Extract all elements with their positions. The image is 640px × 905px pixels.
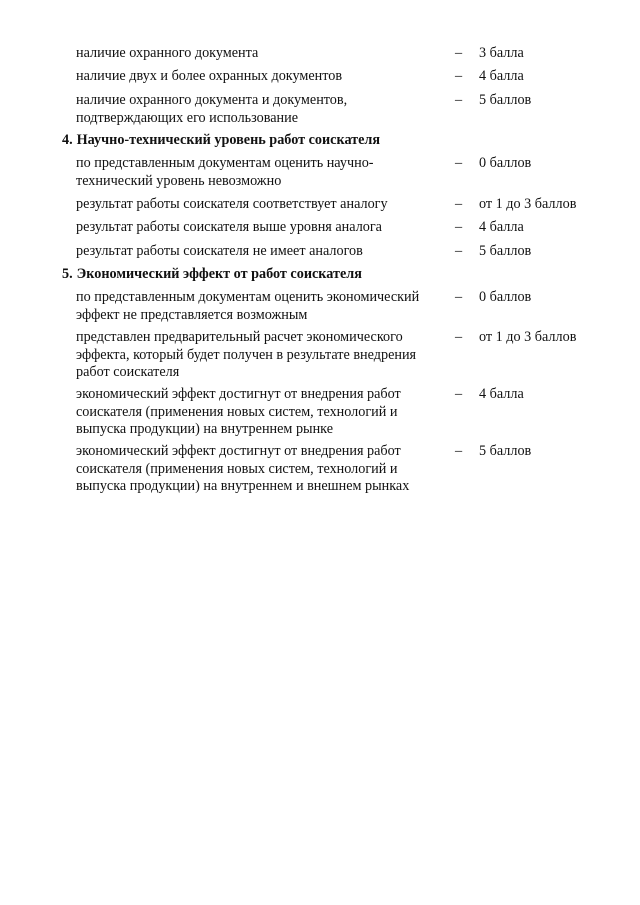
score-value: от 1 до 3 баллов: [479, 196, 577, 212]
criteria-text-line: работ соискателя: [76, 364, 180, 380]
criteria-text-line: результат работы соискателя соответствует аналогу: [76, 196, 388, 212]
criteria-text-line: наличие охранного документа и документов,: [76, 92, 348, 108]
criteria-text-line: технический уровень невозможно: [76, 172, 282, 189]
score-value: 4 балла: [479, 219, 524, 235]
criteria-text-line: эффект не представляется возможным: [76, 306, 308, 323]
dash-separator: –: [455, 443, 463, 459]
section-title: Научно-технический уровень работ соискателя: [76, 132, 381, 148]
criteria-text: [76, 329, 451, 382]
dash-separator: –: [455, 68, 463, 84]
criteria-text: [76, 68, 451, 86]
criteria-text-line: результат работы соискателя не имеет аналогов: [76, 243, 363, 259]
criteria-text-line: экономический эффект достигнут от внедрения работ: [76, 443, 401, 459]
dash-separator: –: [455, 45, 463, 61]
score-value: от 1 до 3 баллов: [479, 329, 577, 345]
criteria-text-line: выпуска продукции) на внутреннем рынке: [76, 421, 334, 437]
criteria-text-line: соискателя (применения новых систем, технологий и: [76, 460, 398, 477]
criteria-text-line: эффекта, который будет получен в результате внедрения: [76, 346, 417, 363]
section-number: 4.: [62, 132, 73, 148]
criteria-text-line: подтверждающих его использование: [76, 109, 299, 126]
section-heading: [62, 132, 380, 150]
criteria-text: [76, 443, 451, 496]
criteria-text: [76, 196, 451, 214]
dash-separator: –: [455, 155, 463, 171]
criteria-text-line: представлен предварительный расчет экономического: [76, 329, 403, 345]
score-value: 5 баллов: [479, 243, 532, 259]
criteria-text: [76, 45, 451, 63]
score-value: 5 баллов: [479, 92, 532, 108]
section-heading: [62, 266, 362, 284]
criteria-text-line: выпуска продукции) на внутреннем и внешнем рынках: [76, 478, 410, 494]
dash-separator: –: [455, 329, 463, 345]
criteria-text-line: по представленным документам оценить научно-: [76, 155, 374, 171]
criteria-text-line: по представленным документам оценить экономический: [76, 289, 420, 305]
dash-separator: –: [455, 243, 463, 259]
criteria-text: [76, 219, 451, 237]
criteria-text: [76, 155, 451, 190]
criteria-text: [76, 243, 451, 261]
dash-separator: –: [455, 196, 463, 212]
section-title: Экономический эффект от работ соискателя: [76, 266, 362, 282]
score-value: 4 балла: [479, 386, 524, 402]
criteria-text-line: соискателя (применения новых систем, технологий и: [76, 403, 398, 420]
dash-separator: –: [455, 289, 463, 305]
score-value: 0 баллов: [479, 155, 532, 171]
score-value: 3 балла: [479, 45, 524, 61]
score-value: 5 баллов: [479, 443, 532, 459]
score-value: 0 баллов: [479, 289, 532, 305]
criteria-text: [76, 92, 451, 127]
dash-separator: –: [455, 386, 463, 402]
criteria-text-line: наличие двух и более охранных документов: [76, 68, 343, 84]
dash-separator: –: [455, 219, 463, 235]
section-number: 5.: [62, 266, 73, 282]
criteria-text-line: экономический эффект достигнут от внедрения работ: [76, 386, 401, 402]
dash-separator: –: [455, 92, 463, 108]
criteria-text: [76, 289, 451, 324]
criteria-text-line: результат работы соискателя выше уровня аналога: [76, 219, 382, 235]
criteria-text: [76, 386, 451, 439]
criteria-text-line: наличие охранного документа: [76, 45, 259, 61]
score-value: 4 балла: [479, 68, 524, 84]
